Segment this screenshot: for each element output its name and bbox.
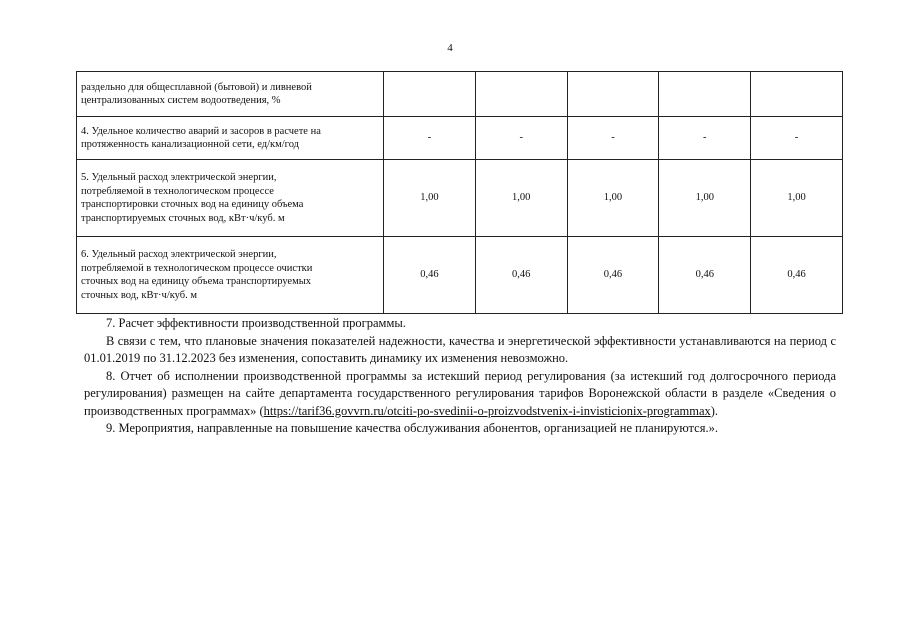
description-line: протяженность канализационной сети, ед/км/год <box>81 139 299 150</box>
table-row <box>77 117 843 160</box>
description-line: транспортировки сточных вод на единицу объема <box>81 199 304 210</box>
indicator-value: 0,46 <box>475 237 567 314</box>
indicator-value: 0,46 <box>384 237 476 314</box>
paragraph-9: 9. Мероприятия, направленные на повышение качества обслуживания абонентов, организацией не планируются.». <box>106 421 718 435</box>
description-line: 5. Удельный расход электрической энергии, <box>81 172 277 183</box>
description-line: сточных вод на единицу объема транспортируемых <box>81 276 312 287</box>
table-row <box>77 160 843 237</box>
description-line: потребляемой в технологическом процессе <box>81 185 274 197</box>
indicator-value: - <box>751 117 843 160</box>
indicator-description <box>77 72 384 117</box>
indicators-table <box>76 71 843 314</box>
paragraph-8 <box>84 368 836 421</box>
description-line: 4. Удельное количество аварий и засоров в расчете на <box>81 125 321 137</box>
paragraph-8-end: ). <box>710 403 719 418</box>
indicator-description <box>77 117 384 160</box>
indicator-value: - <box>475 117 567 160</box>
description-line: потребляемой в технологическом процессе очистки <box>81 262 313 274</box>
paragraph-7-heading: 7. Расчет эффективности производственной программы. <box>106 316 406 330</box>
indicator-value <box>751 72 843 117</box>
table-row <box>77 72 843 117</box>
indicator-value: 1,00 <box>751 160 843 237</box>
indicator-value <box>567 72 659 117</box>
description-line: централизованных систем водоотведения, % <box>81 95 281 106</box>
document-body <box>84 315 836 438</box>
tariff-site-link[interactable]: https://tarif36.govvrn.ru/otciti-po-svedinii-o-proizvodstvenix-i-invisticionix-programmax <box>263 403 711 418</box>
indicator-value: - <box>384 117 476 160</box>
indicator-value: 1,00 <box>659 160 751 237</box>
indicator-value: 1,00 <box>384 160 476 237</box>
indicator-value: - <box>567 117 659 160</box>
indicator-value: 1,00 <box>567 160 659 237</box>
description-line: 6. Удельный расход электрической энергии, <box>81 249 277 260</box>
indicator-value: 0,46 <box>567 237 659 314</box>
indicator-value <box>659 72 751 117</box>
description-line: транспортируемых сточных вод, кВт·ч/куб. м <box>81 212 285 224</box>
indicator-value <box>475 72 567 117</box>
paragraph-8-text: 8. Отчет об исполнении производственной программы за истекший период регулирования (за истекший год долгосрочного периода регулирования) размещен на сайте департамента государственного регулирования тарифов Воронежской области в разделе «Сведения о производственных программах» ( <box>84 368 836 418</box>
description-line: сточных вод, кВт·ч/куб. м <box>81 289 198 301</box>
indicator-description <box>77 160 384 237</box>
page-number: 4 <box>447 42 453 54</box>
indicator-description <box>77 237 384 314</box>
table-row <box>77 237 843 314</box>
indicator-value: - <box>659 117 751 160</box>
description-line: раздельно для общесплавной (бытовой) и ливневой <box>81 81 312 93</box>
indicator-value: 0,46 <box>659 237 751 314</box>
paragraph-7-text: В связи с тем, что плановые значения показателей надежности, качества и энергетической эффективности устанавливаются на период с 01.01.2019 по 31.12.2023 без изменения, сопоставить динамику их изменения невозможно. <box>84 333 836 365</box>
indicator-value: 1,00 <box>475 160 567 237</box>
indicator-value: 0,46 <box>751 237 843 314</box>
indicator-value <box>384 72 476 117</box>
